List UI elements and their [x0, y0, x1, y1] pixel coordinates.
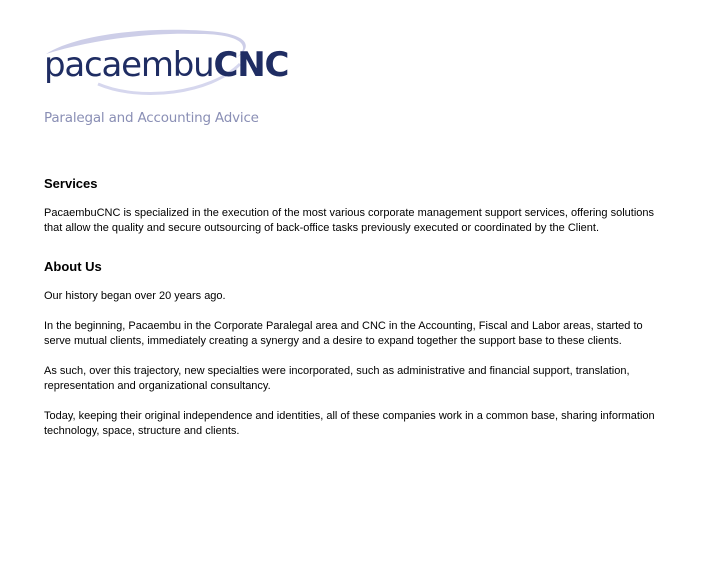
about-paragraph: Our history began over 20 years ago.: [44, 290, 226, 302]
about-heading: About Us: [44, 259, 102, 274]
logo-tagline: Paralegal and Accounting Advice: [44, 110, 259, 126]
about-paragraph: As such, over this trajectory, new specialties were incorporated, such as administrative and financial support, translation, representation and organizational consultancy.: [44, 365, 630, 392]
company-logo: [40, 24, 289, 134]
services-heading: Services: [44, 176, 98, 191]
logo-name-part2: CNC: [213, 45, 289, 85]
logo-wordmark: [44, 45, 289, 85]
about-paragraph: In the beginning, Pacaembu in the Corporate Paralegal area and CNC in the Accounting, Fiscal and Labor areas, started to serve mutual clients, immediately creating a synergy and a desire to expand together the support base to these clients.: [44, 320, 643, 347]
main-content: [44, 176, 666, 454]
logo-name-part1: pacaembu: [44, 45, 214, 85]
services-paragraph: PacaembuCNC is specialized in the execution of the most various corporate management support services, offering solutions that allow the quality and secure outsourcing of back-office tasks previously executed or coordinated by the Client.: [44, 207, 655, 234]
about-paragraph: Today, keeping their original independence and identities, all of these companies work in a common base, sharing information technology, space, structure and clients.: [44, 410, 655, 437]
services-section: [44, 176, 666, 236]
about-section: [44, 259, 666, 439]
